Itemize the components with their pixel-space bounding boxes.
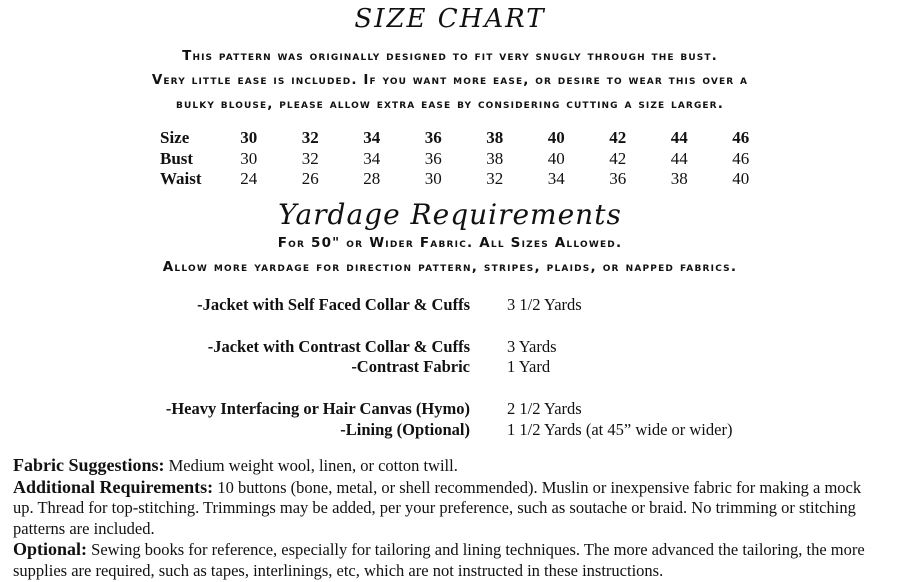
- size-header-cell: 36: [424, 128, 442, 148]
- yardage-item-label: -Lining (Optional): [340, 420, 470, 439]
- intro-paragraph: [20, 44, 880, 116]
- yardage-item-amount: 1 Yard: [507, 357, 551, 376]
- page-title: SIZE CHART: [354, 4, 546, 34]
- yardage-item-label: -Contrast Fabric: [351, 357, 470, 376]
- size-header-cell: 44: [670, 128, 688, 148]
- yardage-item-amount: 3 1/2 Yards: [507, 295, 582, 314]
- table-cell: 40: [732, 169, 750, 189]
- size-header-cell: 38: [486, 128, 504, 148]
- yardage-item-label: -Jacket with Contrast Collar & Cuffs: [207, 337, 470, 356]
- yardage-item-amount: 1 1/2 Yards (at 45” wide or wider): [507, 420, 733, 439]
- size-header-cell: 30: [240, 128, 258, 148]
- additional-requirements-label: Additional Requirements:: [13, 476, 214, 497]
- table-cell: 30: [240, 148, 258, 168]
- table-cell: 38: [486, 148, 504, 168]
- optional-text: Sewing books for reference, especially for tailoring and lining techniques. The more advanced the tailoring, the more supplies are required, such as tapes, interlinings, etc, which are not instructed in these instructions.: [13, 540, 865, 580]
- fabric-suggestions-label: Fabric Suggestions:: [13, 455, 165, 475]
- table-cell: 42: [609, 148, 627, 168]
- fabric-suggestions: [13, 455, 883, 477]
- table-cell: 38: [670, 169, 688, 189]
- table-cell: 36: [609, 169, 627, 189]
- yardage-item-amount: 3 Yards: [507, 337, 557, 356]
- yardage-item-label: -Jacket with Self Faced Collar & Cuffs: [197, 295, 470, 314]
- table-cell: 36: [424, 148, 442, 168]
- optional-label: Optional:: [13, 539, 88, 560]
- size-header-cell: 32: [301, 128, 319, 148]
- table-cell: 30: [424, 169, 442, 189]
- yardage-item-label: -Heavy Interfacing or Hair Canvas (Hymo): [165, 399, 470, 418]
- table-cell: 28: [363, 169, 381, 189]
- yardage-item-amount: 2 1/2 Yards: [507, 399, 582, 418]
- intro-line: This pattern was originally designed to fit very snugly through the bust.: [182, 48, 718, 64]
- table-cell: 44: [670, 148, 688, 168]
- size-header-cell: 46: [732, 128, 750, 148]
- fabric-suggestions-text: Medium weight wool, linen, or cotton twill.: [164, 456, 458, 475]
- additional-requirements-text: 10 buttons (bone, metal, or shell recommended). Muslin or inexpensive fabric for making a mock up. Thread for top-stitching. Trimmings may be added, per your preference, such as soutache or braid. No trimming or stitching patterns are included.: [13, 477, 862, 538]
- notes-section: [13, 455, 883, 582]
- table-cell: 34: [547, 169, 565, 189]
- size-table-header-row: [160, 128, 772, 149]
- table-cell: 46: [732, 148, 750, 168]
- table-cell: 40: [547, 148, 565, 168]
- table-row: [160, 149, 772, 170]
- table-cell: Waist: [160, 169, 202, 189]
- size-header-cell: Size: [160, 128, 190, 148]
- intro-line: bulky blouse, please allow extra ease by considering cutting a size larger.: [176, 96, 724, 112]
- table-cell: Bust: [160, 148, 194, 168]
- table-row: [160, 169, 772, 190]
- size-header-cell: 40: [547, 128, 565, 148]
- size-table: [160, 128, 772, 190]
- table-cell: 34: [363, 148, 381, 168]
- optional-notes: [13, 539, 883, 581]
- intro-line: Very little ease is included. If you want more ease, or desire to wear this over a: [151, 72, 749, 88]
- table-cell: 26: [301, 169, 319, 189]
- size-header-cell: 42: [609, 128, 627, 148]
- table-cell: 32: [301, 148, 319, 168]
- yardage-title: Yardage Requirements: [278, 198, 622, 231]
- table-cell: 32: [486, 169, 504, 189]
- yardage-note: Allow more yardage for direction pattern, stripes, plaids, or napped fabrics.: [162, 259, 738, 275]
- size-header-cell: 34: [363, 128, 381, 148]
- yardage-note: For 50" or Wider Fabric. All Sizes Allowed.: [277, 235, 623, 251]
- table-cell: 24: [240, 169, 258, 189]
- additional-requirements: [13, 477, 883, 540]
